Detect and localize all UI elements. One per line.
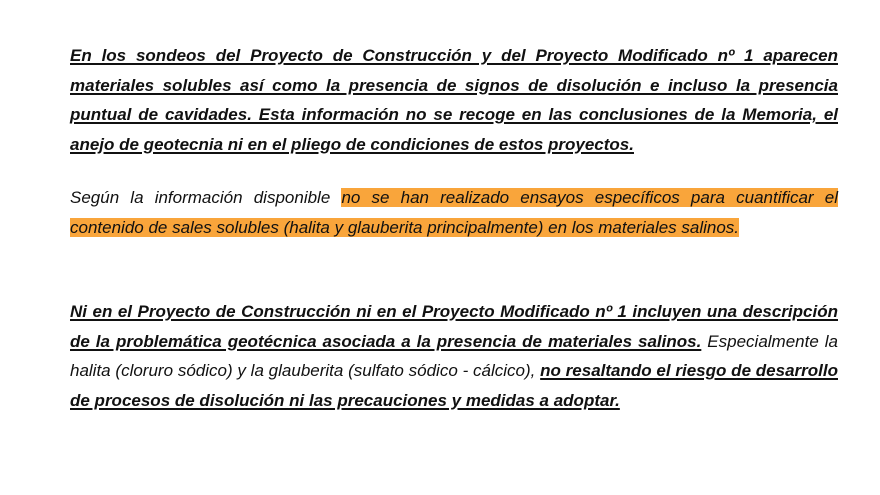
paragraph-ensayos-lead: Según la información disponible xyxy=(70,188,342,207)
paragraph-problematica-emphasis: Ni en el Proyecto de Construcción ni en el Proyecto Modificado nº 1 incluyen una descripción de la problemática geotécnica asociada a la presencia de materiales salinos. xyxy=(70,302,838,351)
highlighted-text: no se han realizado ensayos específicos para cuantificar el contenido de sales solubles (halita y glauberita principalmente) en los materiales salinos. xyxy=(70,188,838,237)
paragraph-problematica xyxy=(70,297,838,415)
paragraph-problematica-middle: Especialmente la halita (cloruro sódico) y la glauberita (sulfato sódico - cálcico), xyxy=(70,331,838,380)
paragraph-problematica-tail: no resaltando el riesgo de desarrollo de procesos de disolución ni las precauciones y medidas a adoptar. xyxy=(70,361,838,410)
paragraph-sondeos xyxy=(70,41,838,159)
paragraph-sondeos-text: En los sondeos del Proyecto de Construcción y del Proyecto Modificado nº 1 aparecen materiales solubles así como la presencia de signos de disolución e incluso la presencia puntual de cavidades. Esta información no se recoge en las conclusiones de la Memoria, el anejo de geotecnia ni en el pliego de condiciones de estos proyectos. xyxy=(70,46,838,154)
paragraph-ensayos xyxy=(70,183,838,242)
